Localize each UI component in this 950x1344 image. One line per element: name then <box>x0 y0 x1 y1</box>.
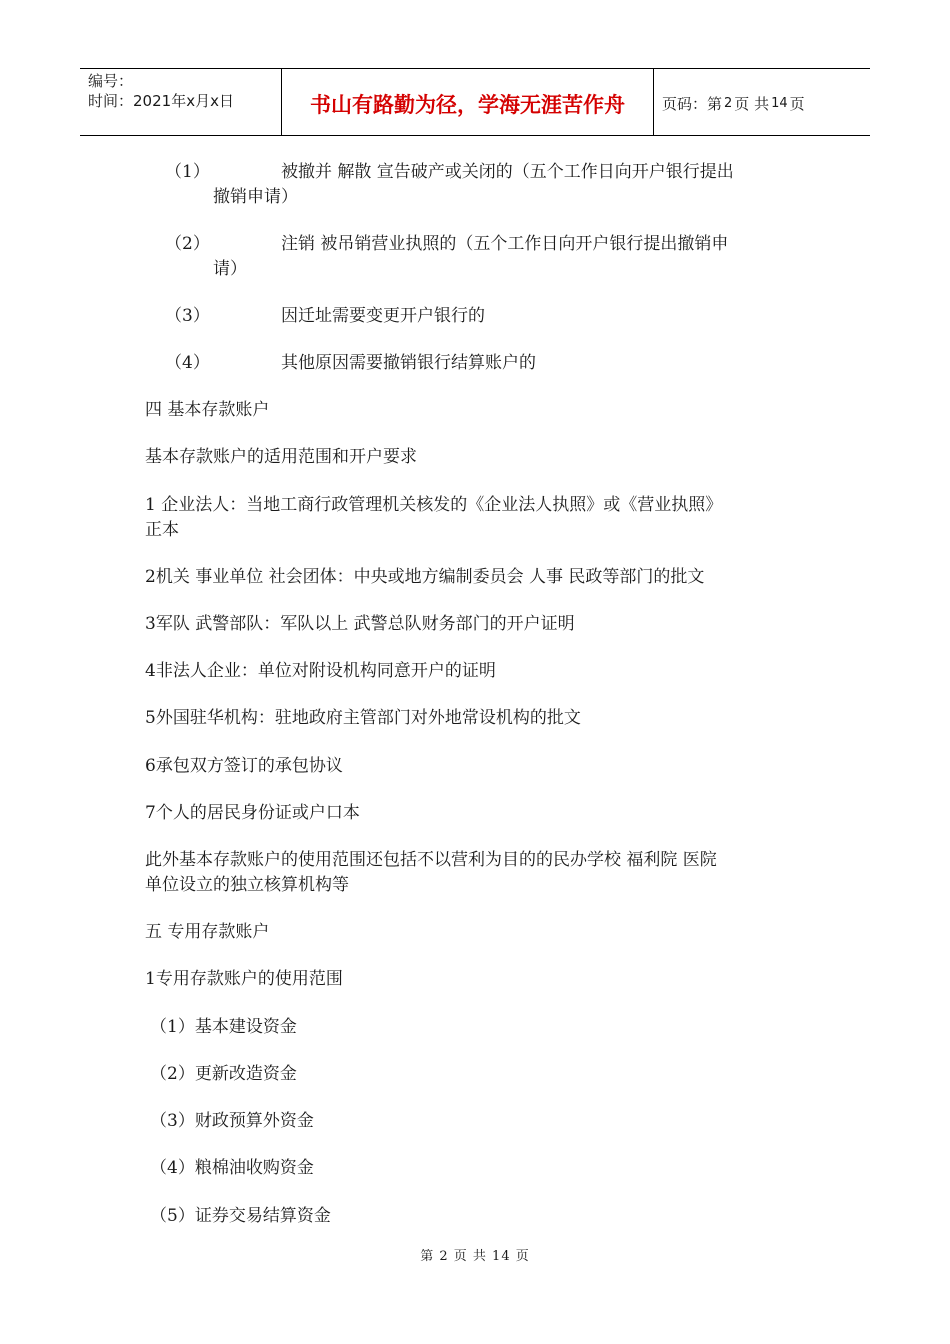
page-number: 2 <box>724 95 733 111</box>
paragraph: 6承包双方签订的承包协议 <box>145 756 343 776</box>
page-mid: 页 共 <box>734 94 770 113</box>
list-item: （1）基本建设资金 <box>150 1017 297 1037</box>
list-item-number: （1） <box>165 162 210 182</box>
section-subtitle: 1专用存款账户的使用范围 <box>145 969 343 989</box>
list-item: （5）证券交易结算资金 <box>150 1206 331 1226</box>
list-item: （3）财政预算外资金 <box>150 1111 314 1131</box>
paragraph-cont: 正本 <box>145 520 179 540</box>
header-motto: 书山有路勤为径，学海无涯苦作舟 <box>282 69 654 135</box>
page-prefix: 页码：第 <box>662 94 723 113</box>
list-item-text: 其他原因需要撤销银行结算账户的 <box>281 353 536 373</box>
header-page-info <box>654 69 870 135</box>
section-title: 四 基本存款账户 <box>145 400 270 420</box>
paragraph: 1 企业法人：当地工商行政管理机关核发的《企业法人执照》或《营业执照》 <box>145 495 723 515</box>
page-footer: 第 2 页 共 14 页 <box>420 1249 530 1264</box>
time-label: 时间： <box>88 92 134 110</box>
list-item-number: （3） <box>165 306 210 326</box>
time-line <box>88 91 281 111</box>
list-item-number: （2） <box>165 234 210 254</box>
page-suffix: 页 <box>789 94 805 113</box>
list-item: （2）更新改造资金 <box>150 1064 297 1084</box>
page-total: 14 <box>771 95 788 111</box>
page-header <box>80 68 870 136</box>
paragraph: 4非法人企业：单位对附设机构同意开户的证明 <box>145 661 496 681</box>
list-item-number: （4） <box>165 353 210 373</box>
header-meta <box>80 69 282 135</box>
section-subtitle: 基本存款账户的适用范围和开户要求 <box>145 447 417 467</box>
list-item-text-cont: 请） <box>213 259 247 279</box>
list-item: （4）粮棉油收购资金 <box>150 1158 314 1178</box>
paragraph: 此外基本存款账户的使用范围还包括不以营利为目的的民办学校 福利院 医院 <box>145 850 717 870</box>
list-item-text: 因迁址需要变更开户银行的 <box>281 306 485 326</box>
paragraph: 2机关 事业单位 社会团体：中央或地方编制委员会 人事 民政等部门的批文 <box>145 567 705 587</box>
code-label: 编号： <box>88 72 134 90</box>
list-item-text: 注销 被吊销营业执照的（五个工作日向开户银行提出撤销申 <box>281 234 729 254</box>
list-item-text-cont: 撤销申请） <box>213 187 298 207</box>
paragraph: 3军队 武警部队：军队以上 武警总队财务部门的开户证明 <box>145 614 575 634</box>
paragraph-cont: 单位设立的独立核算机构等 <box>145 875 349 895</box>
list-item-text: 被撤并 解散 宣告破产或关闭的（五个工作日向开户银行提出 <box>281 162 734 182</box>
time-value: 2021年x月x日 <box>133 92 234 110</box>
paragraph: 5外国驻华机构：驻地政府主管部门对外地常设机构的批文 <box>145 708 581 728</box>
paragraph: 7个人的居民身份证或户口本 <box>145 803 360 823</box>
section-title: 五 专用存款账户 <box>145 922 270 942</box>
